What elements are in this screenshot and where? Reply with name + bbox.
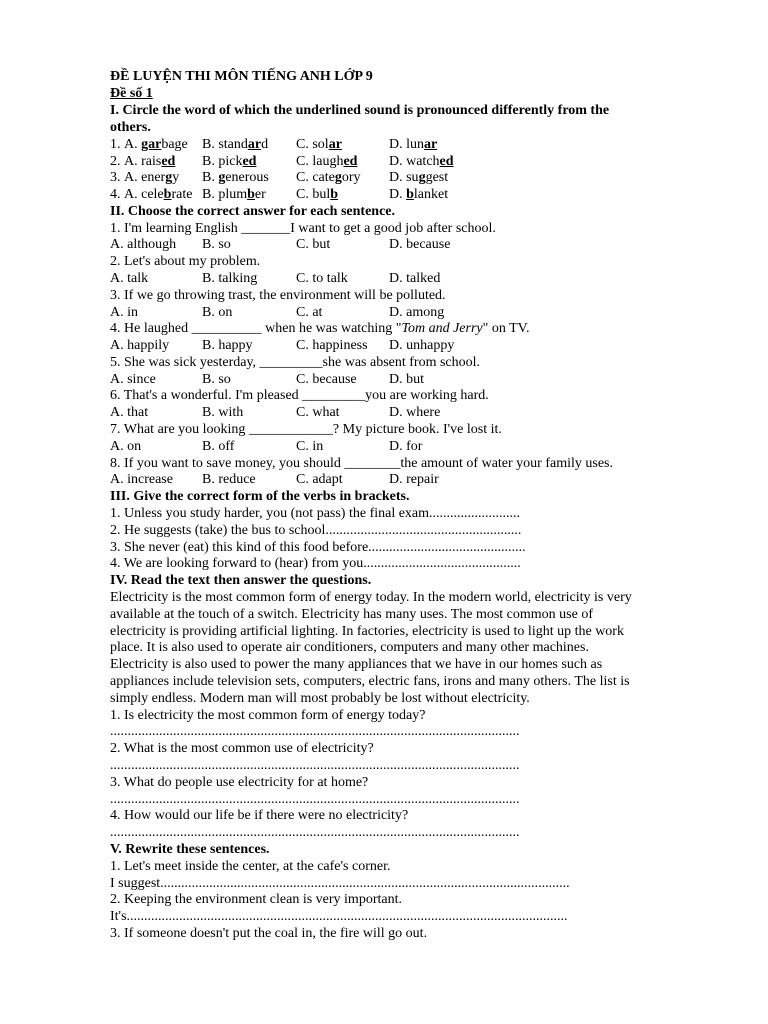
s5-question-2: 2. Keeping the environment clean is very important. [110, 892, 402, 907]
answer-option: A. happily [110, 338, 170, 353]
section-1-heading: I. Circle the word of which the underlined sound is pronounced differently from the [110, 103, 610, 118]
s2-question-3: 3. If we go throwing trast, the environment will be polluted. [110, 288, 446, 303]
underlined-sound: b [330, 187, 339, 202]
answer-option: D. among [389, 305, 445, 320]
answer-option: A. on [110, 439, 142, 454]
underlined-sound: b [163, 187, 172, 202]
s2-q4-start: 4. He laughed __________ when he was watching " [110, 321, 402, 336]
word-part: d [261, 137, 269, 152]
s2-question-1: 1. I'm learning English _______I want to get a good job after school. [110, 221, 496, 236]
s4-para-line: available at the touch of a switch. Electricity has many uses. The most common use of [110, 607, 593, 622]
answer-option: A. increase [110, 472, 173, 487]
section-4-heading: IV. Read the text then answer the questions. [110, 573, 372, 588]
question-number: 2. [110, 154, 121, 169]
word-option [202, 154, 256, 170]
answer-option: B. so [202, 237, 231, 252]
answer-option: C. in [296, 439, 324, 454]
underlined-sound: b [406, 187, 414, 202]
word-part: C. sol [296, 137, 329, 152]
s5-question-3: 3. If someone doesn't put the coal in, the fire will go out. [110, 926, 428, 941]
answer-option: C. but [296, 237, 331, 252]
answer-option: D. talked [389, 271, 441, 286]
word-option [124, 154, 175, 170]
underlined-sound: b [247, 187, 255, 202]
section-3-heading: III. Give the correct form of the verbs in brackets. [110, 489, 410, 504]
answer-option: D. for [389, 439, 423, 454]
word-option [296, 137, 342, 153]
s4-para-line: Electricity is the most common form of energy today. In the modern world, electricity is very [110, 590, 632, 605]
answer-option: D. unhappy [389, 338, 455, 353]
s3-item-1: 1. Unless you study harder, you (not pass) the final exam.......................... [110, 506, 521, 521]
question-number: 4. [110, 187, 121, 202]
question-number: 1. [110, 137, 121, 152]
s4-question-3: 3. What do people use electricity for at home? [110, 775, 369, 790]
s2-question-2: 2. Let's about my problem. [110, 254, 261, 269]
page-title: ĐỀ LUYỆN THI MÔN TIẾNG ANH LỚP 9 [110, 69, 373, 84]
word-option [389, 154, 454, 170]
word-part: D. lun [389, 137, 424, 152]
word-part: D. [389, 187, 407, 202]
s4-answer-line-4: ..................................................................................................................... [110, 825, 520, 840]
word-option [202, 187, 266, 203]
answer-option: A. although [110, 237, 177, 252]
s2-question-4 [110, 321, 529, 337]
word-part: B. pick [202, 154, 243, 169]
question-number: 3. [110, 170, 121, 185]
section-1-heading-cont: others. [110, 120, 151, 135]
answer-option: C. to talk [296, 271, 348, 286]
s5-question-1: 1. Let's meet inside the center, at the cafe's corner. [110, 859, 391, 874]
s4-para-line: appliances include television sets, computers, electric fans, irons and many others. The list is [110, 674, 630, 689]
s2-question-7: 7. What are you looking ____________? My picture book. I've lost it. [110, 422, 502, 437]
underlined-sound: ar [328, 137, 342, 152]
underlined-sound: g [418, 170, 426, 185]
word-part: D. watch [389, 154, 440, 169]
s2-q4-title: Tom and Jerry [401, 321, 483, 336]
word-part: ory [341, 170, 361, 185]
answer-option: D. repair [389, 472, 439, 487]
underlined-sound: g [165, 170, 173, 185]
word-option [389, 170, 448, 186]
s4-para-line: place. It is also used to operate air conditioners, computers and many other machines. [110, 640, 589, 655]
underlined-sound: g [334, 170, 342, 185]
word-part: A. [124, 137, 142, 152]
word-part: C. bul [296, 187, 331, 202]
s2-question-8: 8. If you want to save money, you should ________the amount of water your family uses. [110, 456, 614, 471]
word-part: y [172, 170, 180, 185]
answer-option: B. reduce [202, 472, 256, 487]
exam-number: Đề số 1 [110, 86, 153, 101]
s4-para-line: Electricity is also used to power the many appliances that we have in our homes such as [110, 657, 603, 672]
word-part: B. stand [202, 137, 248, 152]
word-part: er [254, 187, 266, 202]
section-2-heading: II. Choose the correct answer for each sentence. [110, 204, 395, 219]
answer-option: B. talking [202, 271, 258, 286]
s4-question-2: 2. What is the most common use of electricity? [110, 741, 374, 756]
answer-option: B. happy [202, 338, 253, 353]
answer-option: B. on [202, 305, 233, 320]
word-part: C. laugh [296, 154, 344, 169]
answer-option: D. because [389, 237, 451, 252]
s3-item-3: 3. She never (eat) this kind of this food before............................................. [110, 540, 526, 555]
underlined-sound: ed [161, 154, 176, 169]
answer-option: C. what [296, 405, 340, 420]
word-option [296, 170, 361, 186]
underlined-sound: g [218, 170, 226, 185]
answer-option: B. with [202, 405, 244, 420]
s3-item-4: 4. We are looking forward to (hear) from you............................................. [110, 556, 521, 571]
answer-option: D. but [389, 372, 424, 387]
answer-option: A. since [110, 372, 156, 387]
word-part: B. plum [202, 187, 248, 202]
word-part: bage [161, 137, 188, 152]
s5-answer-2: It's.............................................................................................................................. [110, 909, 568, 924]
answer-option: A. in [110, 305, 138, 320]
s3-item-2: 2. He suggests (take) the bus to school........................................................ [110, 523, 522, 538]
answer-option: C. because [296, 372, 357, 387]
s4-para-line: simply endless. Modern man will most probably be lost without electricity. [110, 691, 530, 706]
s4-answer-line-1: ..................................................................................................................... [110, 724, 520, 739]
word-option [202, 137, 268, 153]
word-part: enerous [225, 170, 269, 185]
s2-question-6: 6. That's a wonderful. I'm pleased _________you are working hard. [110, 388, 489, 403]
answer-option: A. talk [110, 271, 149, 286]
answer-option: C. adapt [296, 472, 343, 487]
word-option [389, 137, 437, 153]
answer-option: B. so [202, 372, 231, 387]
word-part: lanket [413, 187, 449, 202]
word-option [124, 170, 179, 186]
underlined-sound: ar [424, 137, 438, 152]
word-part: A. cele [124, 187, 164, 202]
answer-option: C. happiness [296, 338, 368, 353]
answer-option: B. off [202, 439, 235, 454]
word-part: C. cate [296, 170, 335, 185]
section-5-heading: V. Rewrite these sentences. [110, 842, 270, 857]
underlined-sound: ar [247, 137, 262, 152]
underlined-sound: ed [439, 154, 454, 169]
word-option [124, 137, 188, 153]
word-option [124, 187, 192, 203]
underlined-sound: gar [141, 137, 162, 152]
answer-option: D. where [389, 405, 441, 420]
word-part: A. ener [124, 170, 166, 185]
underlined-sound: ed [242, 154, 257, 169]
word-part: A. rais [124, 154, 162, 169]
answer-option: C. at [296, 305, 323, 320]
word-option [296, 154, 357, 170]
word-part: D. su [389, 170, 419, 185]
s5-answer-1: I suggest..................................................................................................................... [110, 876, 570, 891]
s4-answer-line-3: ..................................................................................................................... [110, 792, 520, 807]
word-part: rate [171, 187, 193, 202]
word-option [389, 187, 448, 203]
s4-para-line: electricity is providing artificial lighting. In factories, electricity is used to light up the work [110, 624, 624, 639]
word-part: gest [425, 170, 449, 185]
word-option [202, 170, 269, 186]
s2-question-5: 5. She was sick yesterday, _________she was absent from school. [110, 355, 481, 370]
word-part: B. [202, 170, 219, 185]
s2-q4-end: " on TV. [482, 321, 530, 336]
answer-option: A. that [110, 405, 149, 420]
word-option [296, 187, 338, 203]
s4-answer-line-2: ..................................................................................................................... [110, 758, 520, 773]
s4-question-4: 4. How would our life be if there were no electricity? [110, 808, 409, 823]
underlined-sound: ed [343, 154, 358, 169]
s4-question-1: 1. Is electricity the most common form of energy today? [110, 708, 426, 723]
